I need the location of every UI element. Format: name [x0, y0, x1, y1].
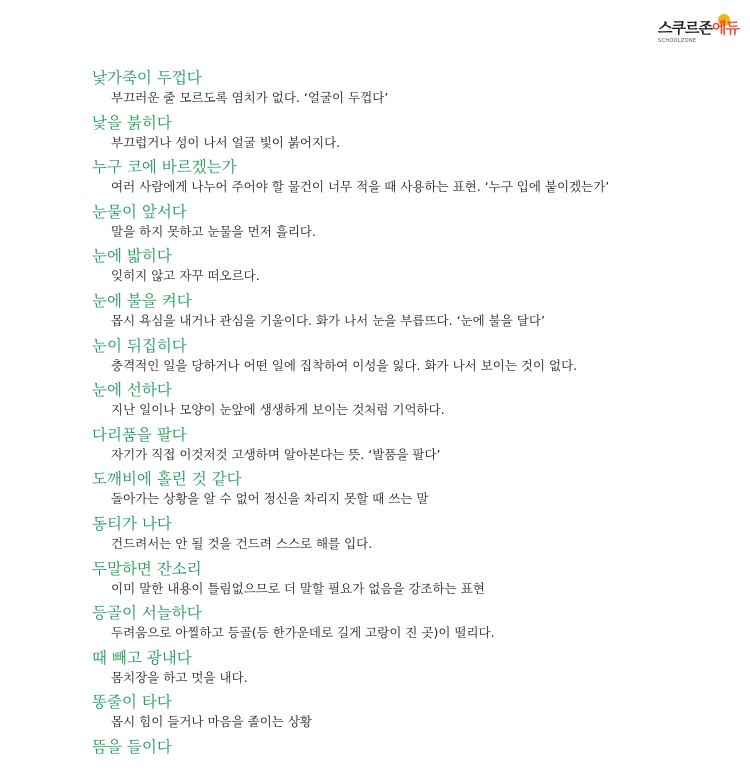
idiom-entry — [92, 380, 730, 425]
idiom-definition: 두려움으로 아찔하고 등골(등 한가운데로 길게 고랑이 진 곳)이 떨리다. — [111, 625, 495, 641]
idiom-term: 눈에 선하다 — [92, 381, 172, 400]
idiom-term: 동티가 나다 — [92, 514, 172, 533]
idiom-definition: 충격적인 일을 당하거나 어떤 일에 집착하여 이성을 잃다. 화가 나서 보이는 것이 없다. — [111, 357, 578, 373]
idiom-definition: 몸치장을 하고 멋을 내다. — [111, 669, 248, 685]
idiom-term: 눈물이 앞서다 — [92, 202, 187, 221]
idiom-entry — [92, 113, 730, 158]
idiom-term: 똥줄이 타다 — [92, 693, 172, 712]
logo-wordmark-main: 스쿠르존 — [658, 19, 712, 37]
idiom-definition: 몹시 욕심을 내거나 관심을 기울이다. 화가 나서 눈을 부릅뜨다. ‘눈에 불을 달다’ — [111, 312, 545, 328]
idiom-entry — [92, 336, 730, 381]
idiom-definition: 몹시 힘이 들거나 마음을 졸이는 상황 — [111, 714, 312, 730]
idiom-term: 다리품을 팔다 — [92, 425, 187, 444]
idiom-definition: 건드려서는 안 될 것을 건드려 스스로 해를 입다. — [111, 535, 373, 551]
idiom-term: 낯을 붉히다 — [92, 113, 172, 132]
idiom-definition: 이미 말한 내용이 틀림없으므로 더 말할 필요가 없음을 강조하는 표현 — [111, 580, 485, 596]
idiom-term: 눈이 뒤집히다 — [92, 336, 187, 355]
idiom-entry — [92, 68, 730, 113]
idiom-entry — [92, 246, 730, 291]
logo-wordmark — [658, 18, 739, 38]
idiom-entry — [92, 469, 730, 514]
idiom-entry — [92, 514, 730, 559]
idiom-definition: 말을 하지 못하고 눈물을 먼저 흘리다. — [111, 223, 316, 239]
idiom-entry — [92, 737, 730, 782]
idiom-term: 낯가죽이 두껍다 — [92, 69, 202, 87]
idiom-term: 도깨비에 홀린 것 같다 — [92, 470, 242, 489]
idiom-definition: 부끄럽거나 성이 나서 얼굴 빛이 붉어지다. — [111, 134, 341, 150]
idiom-definition: 여러 사람에게 나누어 주어야 할 물건이 너무 적을 때 사용하는 표현. ‘누구 입에 붙이겠는가’ — [111, 179, 610, 195]
idiom-list — [92, 68, 730, 782]
logo-subtext: SCHOOLZONE — [658, 38, 697, 44]
idiom-entry — [92, 157, 730, 202]
idiom-term: 두말하면 잔소리 — [92, 559, 202, 578]
idiom-entry — [92, 425, 730, 470]
idiom-term: 누구 코에 바르겠는가 — [92, 158, 237, 177]
idiom-entry — [92, 559, 730, 604]
idiom-term: 등골이 서늘하다 — [92, 604, 202, 623]
schoolzone-edu-logo — [658, 18, 739, 48]
idiom-definition: 돌아가는 상황을 알 수 없어 정신을 차리지 못할 때 쓰는 말 — [111, 491, 429, 507]
idiom-entry — [92, 692, 730, 737]
idiom-entry — [92, 648, 730, 693]
idiom-definition: 지난 일이나 모양이 눈앞에 생생하게 보이는 것처럼 기억하다. — [111, 402, 445, 418]
idiom-term: 눈에 불을 켜다 — [92, 291, 192, 310]
logo-wordmark-edu: 에듀 — [711, 19, 739, 37]
idiom-definition: 자기가 직접 이것저것 고생하며 알아본다는 뜻. ‘발품을 팔다’ — [111, 446, 441, 462]
idiom-term: 때 빼고 광내다 — [92, 648, 192, 667]
idiom-definition: 부끄러운 줄 모르도록 염치가 없다. ‘얼굴이 두껍다’ — [111, 90, 389, 105]
idiom-definition: 잊히지 않고 자꾸 떠오르다. — [111, 268, 260, 284]
idiom-entry — [92, 603, 730, 648]
idiom-term: 눈에 밟히다 — [92, 247, 172, 266]
idiom-entry — [92, 291, 730, 336]
idiom-term: 뜸을 들이다 — [92, 737, 172, 756]
idiom-entry — [92, 202, 730, 247]
